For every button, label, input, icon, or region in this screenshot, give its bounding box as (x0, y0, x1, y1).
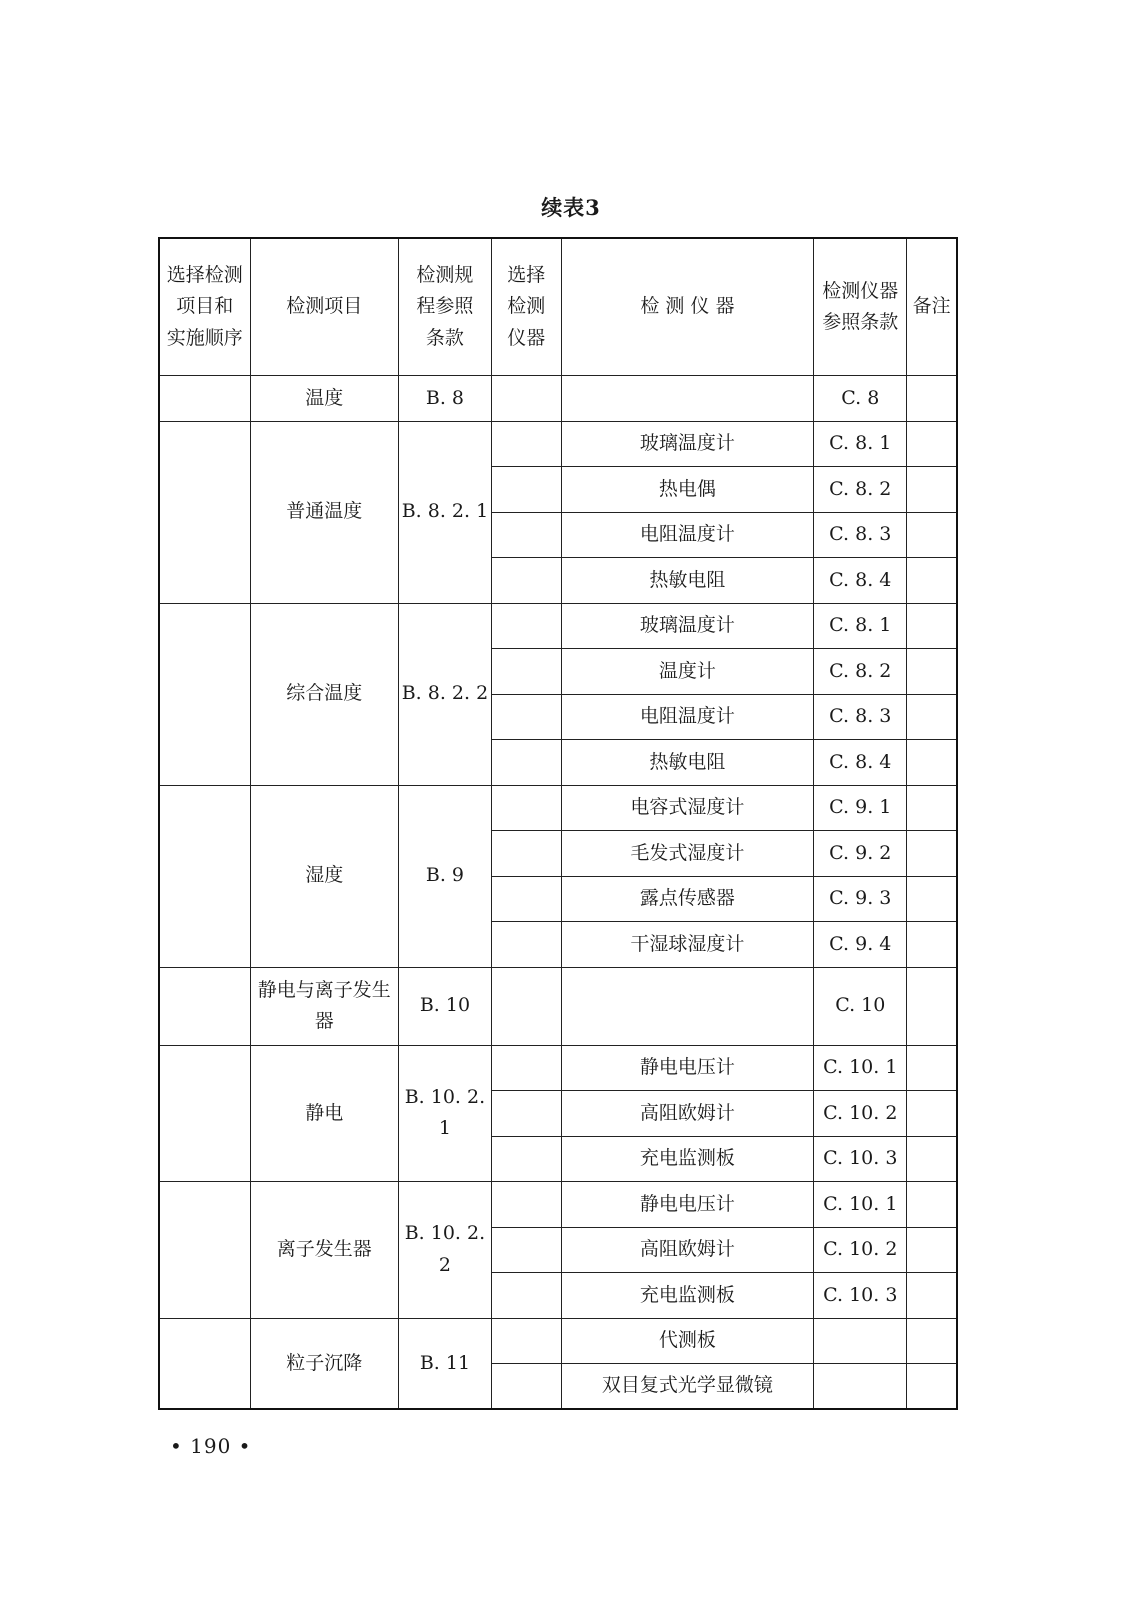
remark-cell (907, 1045, 957, 1091)
select-cell (491, 1091, 561, 1137)
instrument-cell: 高阻欧姆计 (561, 1091, 814, 1137)
select-cell (491, 512, 561, 558)
header-item: 检测项目 (250, 238, 398, 376)
table-row (159, 421, 957, 467)
instrument-ref-cell: C. 10. 3 (814, 1136, 907, 1182)
remark-cell (907, 558, 957, 604)
instrument-cell: 静电电压计 (561, 1045, 814, 1091)
clause-cell: B. 11 (398, 1318, 491, 1409)
item-cell: 粒子沉降 (250, 1318, 398, 1409)
table-row (159, 1045, 957, 1091)
order-cell (159, 421, 250, 603)
remark-cell (907, 1318, 957, 1364)
instrument-ref-cell: C. 8. 4 (814, 740, 907, 786)
instrument-ref-cell: C. 8. 1 (814, 421, 907, 467)
instrument-ref-cell: C. 9. 3 (814, 876, 907, 922)
clause-cell: B. 9 (398, 785, 491, 967)
instrument-cell: 高阻欧姆计 (561, 1227, 814, 1273)
instrument-cell: 热电偶 (561, 467, 814, 513)
clause-cell: B. 10. 2. 1 (398, 1045, 491, 1182)
order-cell (159, 1318, 250, 1409)
remark-cell (907, 694, 957, 740)
instrument-ref-cell: C. 8. 2 (814, 649, 907, 695)
clause-cell: B. 10. 2. 2 (398, 1182, 491, 1319)
select-cell (491, 467, 561, 513)
select-cell (491, 603, 561, 649)
instrument-ref-cell: C. 10. 1 (814, 1045, 907, 1091)
instrument-cell: 温度计 (561, 649, 814, 695)
instrument-cell: 充电监测板 (561, 1136, 814, 1182)
select-cell (491, 922, 561, 968)
header-instrument-clause: 检测仪器 参照条款 (814, 238, 907, 376)
remark-cell (907, 831, 957, 877)
table-row (159, 967, 957, 1045)
instrument-ref-cell: C. 9. 4 (814, 922, 907, 968)
select-cell (491, 785, 561, 831)
instrument-ref-cell: C. 10. 2 (814, 1091, 907, 1137)
item-cell: 温度 (250, 376, 398, 422)
remark-cell (907, 376, 957, 422)
table-row (159, 1318, 957, 1364)
remark-cell (907, 603, 957, 649)
instrument-cell: 干湿球湿度计 (561, 922, 814, 968)
instrument-cell: 玻璃温度计 (561, 421, 814, 467)
instrument-ref-cell: C. 10. 1 (814, 1182, 907, 1228)
instrument-cell: 充电监测板 (561, 1273, 814, 1319)
item-cell: 综合温度 (250, 603, 398, 785)
clause-cell: B. 8. 2. 2 (398, 603, 491, 785)
instrument-ref-cell: C. 10 (814, 967, 907, 1045)
select-cell (491, 967, 561, 1045)
order-cell (159, 376, 250, 422)
instrument-ref-cell: C. 9. 1 (814, 785, 907, 831)
instrument-cell: 热敏电阻 (561, 558, 814, 604)
remark-cell (907, 421, 957, 467)
item-cell: 静电 (250, 1045, 398, 1182)
instrument-ref-cell: C. 8 (814, 376, 907, 422)
instrument-ref-cell (814, 1364, 907, 1410)
order-cell (159, 785, 250, 967)
remark-cell (907, 467, 957, 513)
select-cell (491, 1364, 561, 1410)
table-row (159, 1182, 957, 1228)
select-cell (491, 1318, 561, 1364)
select-cell (491, 1045, 561, 1091)
instrument-cell: 热敏电阻 (561, 740, 814, 786)
instrument-cell: 电容式湿度计 (561, 785, 814, 831)
instrument-ref-cell (814, 1318, 907, 1364)
instrument-cell: 露点传感器 (561, 876, 814, 922)
instrument-cell: 双目复式光学显微镜 (561, 1364, 814, 1410)
remark-cell (907, 922, 957, 968)
instrument-cell (561, 967, 814, 1045)
remark-cell (907, 967, 957, 1045)
table-caption: 续表3 (541, 195, 601, 220)
select-cell (491, 649, 561, 695)
remark-cell (907, 1364, 957, 1410)
select-cell (491, 376, 561, 422)
remark-cell (907, 1136, 957, 1182)
instrument-cell: 静电电压计 (561, 1182, 814, 1228)
instrument-cell: 毛发式湿度计 (561, 831, 814, 877)
select-cell (491, 1182, 561, 1228)
instrument-ref-cell: C. 9. 2 (814, 831, 907, 877)
item-cell: 静电与离子发生器 (250, 967, 398, 1045)
select-cell (491, 740, 561, 786)
instrument-cell: 电阻温度计 (561, 694, 814, 740)
remark-cell (907, 740, 957, 786)
order-cell (159, 967, 250, 1045)
header-order: 选择检测 项目和 实施顺序 (159, 238, 250, 376)
instrument-cell: 电阻温度计 (561, 512, 814, 558)
remark-cell (907, 1273, 957, 1319)
table-row (159, 603, 957, 649)
test-items-table (158, 237, 958, 1410)
clause-cell: B. 8 (398, 376, 491, 422)
instrument-ref-cell: C. 8. 4 (814, 558, 907, 604)
header-row (159, 238, 957, 376)
instrument-cell (561, 376, 814, 422)
remark-cell (907, 649, 957, 695)
instrument-ref-cell: C. 8. 1 (814, 603, 907, 649)
remark-cell (907, 1227, 957, 1273)
select-cell (491, 831, 561, 877)
select-cell (491, 421, 561, 467)
select-cell (491, 1273, 561, 1319)
item-cell: 普通温度 (250, 421, 398, 603)
header-remark: 备注 (907, 238, 957, 376)
select-cell (491, 1136, 561, 1182)
instrument-ref-cell: C. 8. 3 (814, 512, 907, 558)
instrument-cell: 玻璃温度计 (561, 603, 814, 649)
header-select-instrument: 选择 检测 仪器 (491, 238, 561, 376)
remark-cell (907, 1091, 957, 1137)
table-row (159, 376, 957, 422)
instrument-ref-cell: C. 10. 3 (814, 1273, 907, 1319)
header-instrument: 检 测 仪 器 (561, 238, 814, 376)
page-number: • 190 • (170, 1434, 252, 1458)
remark-cell (907, 785, 957, 831)
table-row (159, 785, 957, 831)
item-cell: 湿度 (250, 785, 398, 967)
remark-cell (907, 512, 957, 558)
select-cell (491, 558, 561, 604)
clause-cell: B. 8. 2. 1 (398, 421, 491, 603)
item-cell: 离子发生器 (250, 1182, 398, 1319)
instrument-ref-cell: C. 8. 2 (814, 467, 907, 513)
instrument-ref-cell: C. 10. 2 (814, 1227, 907, 1273)
instrument-cell: 代测板 (561, 1318, 814, 1364)
select-cell (491, 694, 561, 740)
header-clause: 检测规 程参照 条款 (398, 238, 491, 376)
instrument-ref-cell: C. 8. 3 (814, 694, 907, 740)
order-cell (159, 603, 250, 785)
order-cell (159, 1045, 250, 1182)
select-cell (491, 1227, 561, 1273)
remark-cell (907, 876, 957, 922)
select-cell (491, 876, 561, 922)
remark-cell (907, 1182, 957, 1228)
clause-cell: B. 10 (398, 967, 491, 1045)
order-cell (159, 1182, 250, 1319)
